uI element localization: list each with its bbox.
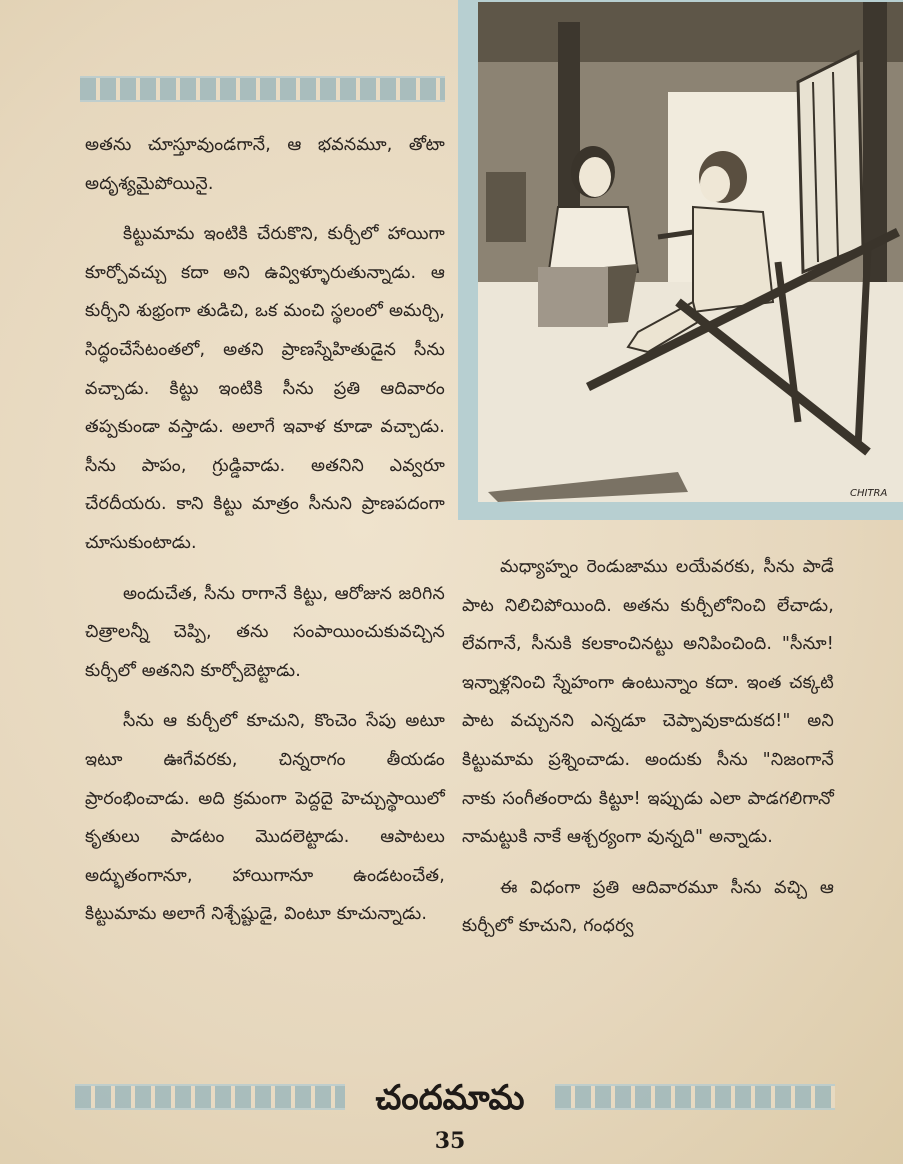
- paragraph: కిట్టుమామ ఇంటికి చేరుకొని, కుర్చీలో హాయిగా కూర్చోవచ్చు కదా అని ఉవ్విళ్ళూరుతున్నాడు. ఆ కుర్చీని శుభ్రంగా తుడిచి, ఒక మంచి స్థలంలో అమర్చి, సిద్ధంచేసేటంతలో, అతని ప్రాణస్నేహితుడైన సీను వచ్చాడు. కిట్టు ఇంటికి సీను ప్రతి ఆదివారం తప్పకుండా వస్తాడు. అలాగే ఇవాళ కూడా వచ్చాడు. సీను పాపం, గ్రుడ్డివాడు. అతనిని ఎవ్వరూ చేరదీయరు. కాని కిట్టు మాత్రం సీనుని ప్రాణపదంగా చూసుకుంటాడు.: [85, 224, 445, 553]
- artist-signature: CHITRA: [850, 488, 888, 499]
- illustration-panel: [458, 0, 903, 520]
- paragraph: సీను ఆ కుర్చీలో కూచుని, కొంచెం సేపు అటూ ఇటూ ఊగేవరకు, చిన్నరాగం తీయడం ప్రారంభించాడు. అది క్రమంగా పెద్దదై హెచ్చుస్థాయిలో కృతులు పాడటం మొదలెట్టాడు. ఆపాటలు అద్భుతంగానూ, హాయిగానూ ఉండటంచేత, కిట్టుమామ అలాగే నిశ్చేష్టుడై, వింటూ కూచున్నాడు.: [85, 711, 445, 925]
- paragraph: ఈ విధంగా ప్రతి ఆదివారమూ సీను వచ్చి ఆ కుర్చీలో కూచుని, గంధర్వ: [462, 877, 834, 937]
- top-ornament-border: [80, 76, 445, 102]
- left-column: [85, 126, 445, 946]
- right-column: [462, 548, 834, 958]
- paragraph: అందుచేత, సీను రాగానే కిట్టు, ఆరోజున జరిగిన చిత్రాలన్నీ చెప్పి, తను సంపాయించుకువచ్చిన కుర్చీలో అతనిని కూర్చోబెట్టాడు.: [85, 583, 445, 681]
- page-number: 35: [434, 1128, 466, 1154]
- paragraph: మధ్యాహ్నం రెండుజాము లయేవరకు, సీను పాడే పాట నిలిచిపోయింది. అతను కుర్చీలోనించి లేచాడు, లేవగానే, సీనుకి కలకాంచినట్టు అనిపించింది. "సీనూ! ఇన్నాళ్లనించి స్నేహంగా ఉంటున్నాం కదా. ఇంత చక్కటి పాట వచ్చునని ఎన్నడూ చెప్పావుకాదుకద!" అని కిట్టుమామ ప్రశ్నించాడు. అందుకు సీను "నిజంగానే నాకు సంగీతంరాదు కిట్టూ! ఇప్పుడు ఎలా పాడగలిగానో నామట్టుకి నాకే ఆశ్చర్యంగా వున్నది" అన్నాడు.: [462, 557, 834, 848]
- story-illustration: [478, 2, 903, 502]
- paragraph: అతను చూస్తూవుండగానే, ఆ భవనమూ, తోటా అదృశ్యమైపోయినై.: [85, 135, 445, 194]
- bottom-ornament-left: [75, 1084, 345, 1110]
- bottom-ornament-right: [555, 1084, 835, 1110]
- magazine-title: చందమామ: [375, 1078, 525, 1118]
